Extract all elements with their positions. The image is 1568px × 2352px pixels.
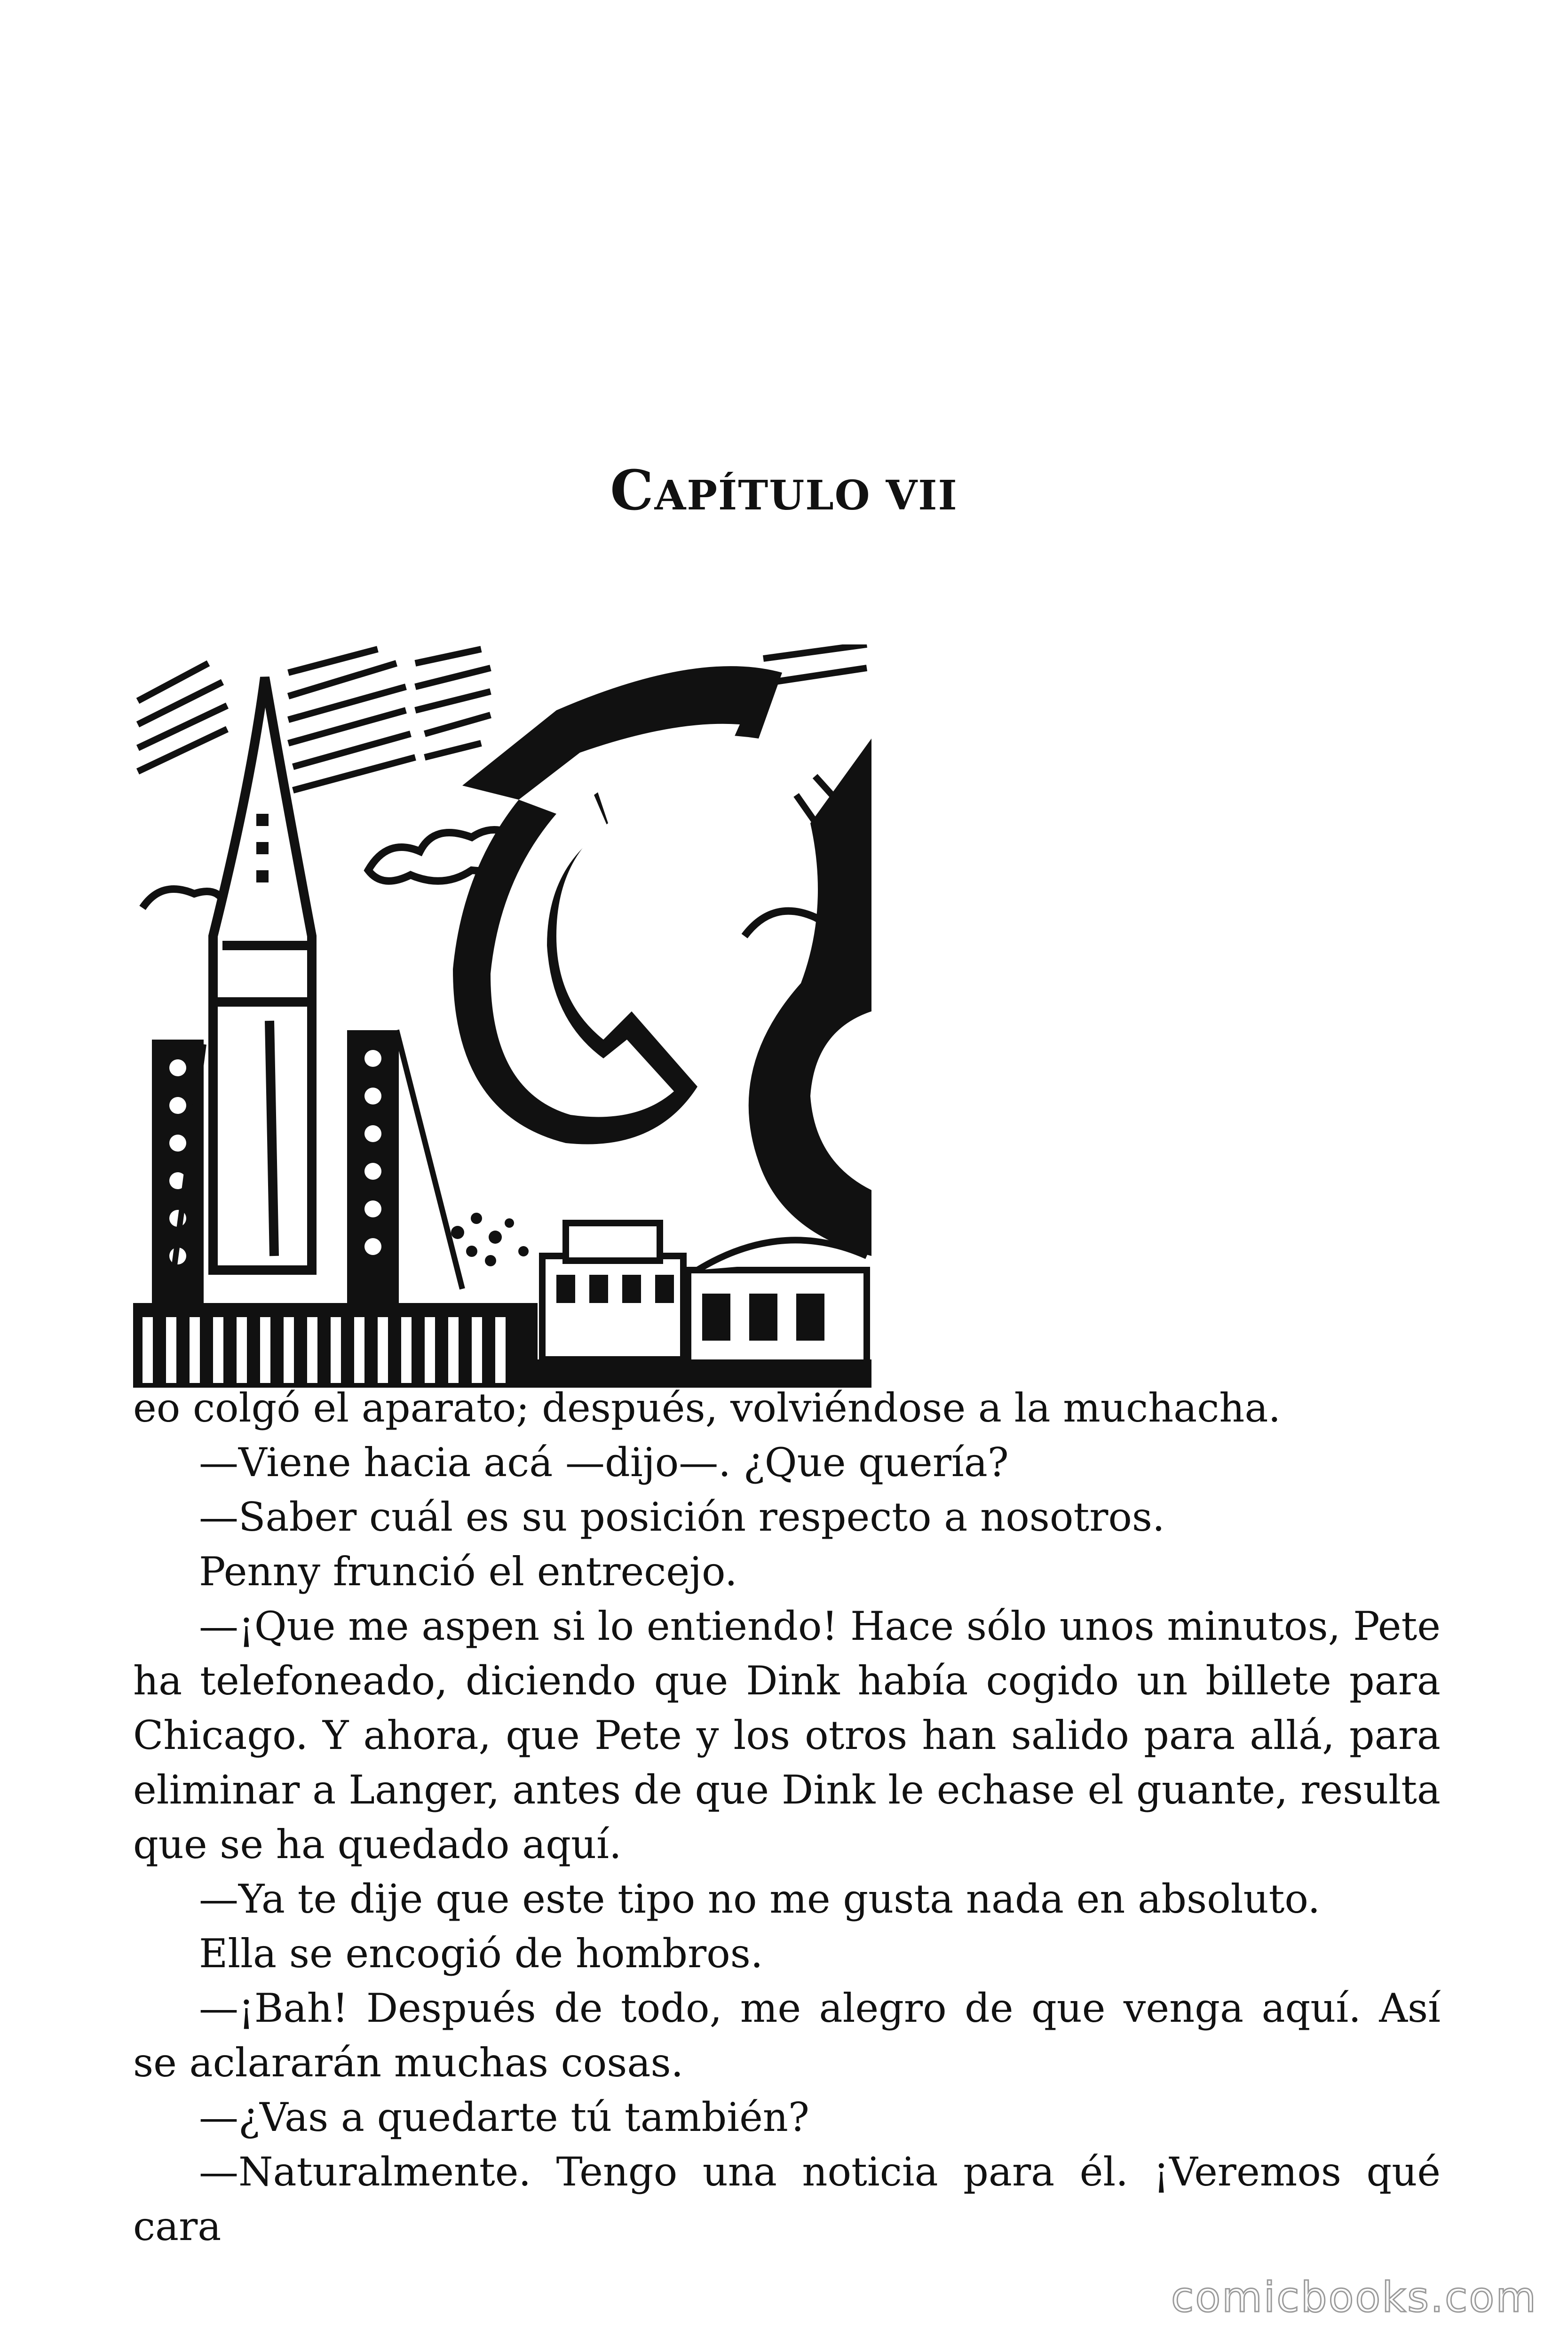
chapter-title-initial: C [610, 459, 655, 523]
paragraph: —Viene hacia acá —dijo—. ¿Que quería? [199, 1439, 1009, 1486]
chapter-body [133, 1381, 1441, 2254]
paragraph: —Saber cuál es su posición respecto a nosotros. [199, 1494, 1165, 1540]
rocket-windows [256, 814, 269, 882]
paragraph: eo colgó el aparato; después, volviéndose a la muchacha. [133, 1385, 1281, 1431]
chapter-title [0, 459, 1568, 523]
paragraph: —¡Bah! Después de todo, me alegro de que venga aquí. Así se aclararán muchas cosas. [133, 1985, 1441, 2086]
chapter-title-rest: APÍTULO VII [654, 472, 958, 519]
paragraph: Penny frunció el entrecejo. [199, 1549, 737, 1595]
paragraph: —Ya te dije que este tipo no me gusta nada en absoluto. [199, 1876, 1321, 1922]
drop-cap-illustration [133, 644, 871, 1388]
paragraph: —¿Vas a quedarte tú también? [199, 2094, 809, 2140]
paragraph: Ella se encogió de hombros. [199, 1931, 763, 1977]
watermark: comicbooks.com [1171, 2273, 1537, 2321]
paragraph: —¡Que me aspen si lo entiendo! Hace sólo unos minutos, Pete ha telefoneado, diciendo que Dink había cogido un billete para Chicago. Y ahora, que Pete y los otros han salido para allá, para eliminar a Langer, antes de que Dink le echase el guante, resulta que se ha quedado aquí. [133, 1603, 1441, 1867]
paragraph: —Naturalmente. Tengo una noticia para él. ¡Veremos qué cara [133, 2149, 1441, 2249]
